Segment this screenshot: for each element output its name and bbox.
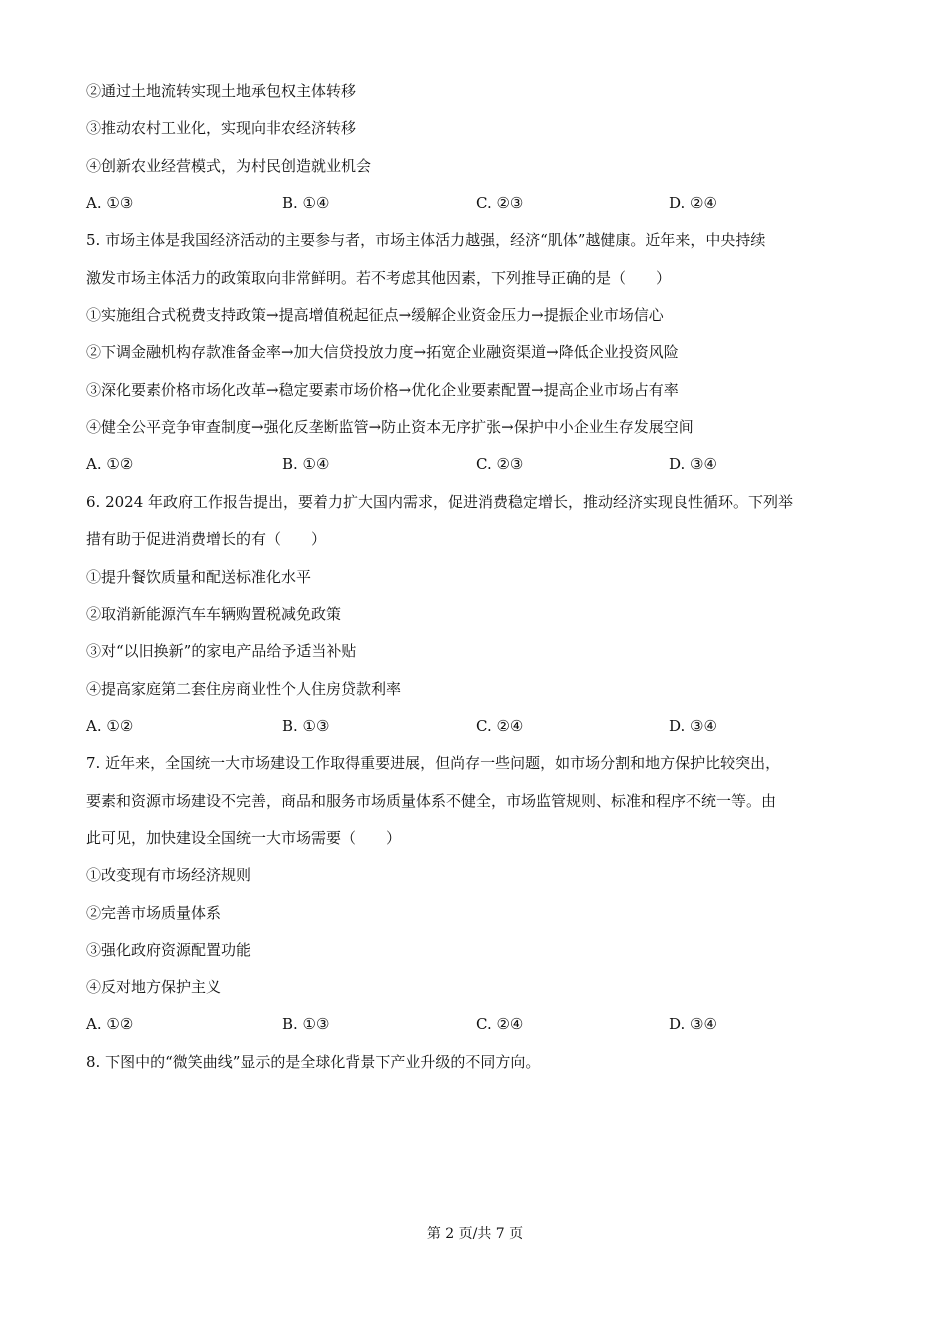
q6-options: [86, 716, 886, 736]
q7-stem-line-1: 7. 近年来，全国统一大市场建设工作取得重要进展，但尚存一些问题，如市场分割和地方保护比较突出，: [86, 754, 781, 772]
q6-option-a[interactable]: A. ①②: [86, 717, 134, 735]
q7-stem-line-3: 此可见，加快建设全国统一大市场需要（ ）: [86, 829, 402, 847]
q4-item-2: ②通过土地流转实现土地承包权主体转移: [86, 82, 357, 100]
q5-option-c[interactable]: C. ②③: [476, 455, 524, 473]
q6-option-c[interactable]: C. ②④: [476, 717, 524, 735]
q4-option-b[interactable]: B. ①④: [282, 194, 330, 212]
q7-option-b[interactable]: B. ①③: [282, 1015, 330, 1033]
q6-item-1: ①提升餐饮质量和配送标准化水平: [86, 568, 312, 586]
q7-item-2: ②完善市场质量体系: [86, 904, 222, 922]
page-number-footer: 第 2 页/共 7 页: [426, 1226, 524, 1242]
q6-stem-line-1: 6. 2024 年政府工作报告提出，要着力扩大国内需求，促进消费稳定增长，推动经济实现良性循环。下列举: [86, 493, 794, 511]
q5-item-4: ④健全公平竞争审查制度→强化反垄断监管→防止资本无序扩张→保护中小企业生存发展空间: [86, 418, 694, 436]
q7-option-c[interactable]: C. ②④: [476, 1015, 524, 1033]
q5-option-b[interactable]: B. ①④: [282, 455, 330, 473]
q4-options: [86, 193, 886, 213]
q6-stem-line-2: 措有助于促进消费增长的有（ ）: [86, 530, 327, 548]
q6-option-d[interactable]: D. ③④: [669, 717, 717, 735]
q4-option-c[interactable]: C. ②③: [476, 194, 524, 212]
q6-option-b[interactable]: B. ①③: [282, 717, 330, 735]
q4-option-d[interactable]: D. ②④: [669, 194, 717, 212]
q7-item-1: ①改变现有市场经济规则: [86, 866, 252, 884]
q5-stem-line-2: 激发市场主体活力的政策取向非常鲜明。若不考虑其他因素，下列推导正确的是（ ）: [86, 269, 672, 287]
q4-item-4: ④创新农业经营模式，为村民创造就业机会: [86, 157, 372, 175]
q7-option-a[interactable]: A. ①②: [86, 1015, 134, 1033]
q8-stem-line-1: 8. 下图中的“微笑曲线”显示的是全球化背景下产业升级的不同方向。: [86, 1053, 541, 1071]
q7-item-4: ④反对地方保护主义: [86, 978, 222, 996]
q6-item-4: ④提高家庭第二套住房商业性个人住房贷款利率: [86, 680, 402, 698]
q5-options: [86, 454, 886, 474]
q6-item-3: ③对“以旧换新”的家电产品给予适当补贴: [86, 642, 357, 660]
q5-option-d[interactable]: D. ③④: [669, 455, 717, 473]
q7-option-d[interactable]: D. ③④: [669, 1015, 717, 1033]
q7-options: [86, 1014, 886, 1034]
q7-stem-line-2: 要素和资源市场建设不完善，商品和服务市场质量体系不健全，市场监管规则、标准和程序不统一等。由: [86, 792, 777, 810]
q4-item-3: ③推动农村工业化，实现向非农经济转移: [86, 119, 357, 137]
q7-item-3: ③强化政府资源配置功能: [86, 941, 252, 959]
q5-item-2: ②下调金融机构存款准备金率→加大信贷投放力度→拓宽企业融资渠道→降低企业投资风险: [86, 343, 679, 361]
q5-item-1: ①实施组合式税费支持政策→提高增值税起征点→缓解企业资金压力→提振企业市场信心: [86, 306, 664, 324]
q4-option-a[interactable]: A. ①③: [86, 194, 134, 212]
q6-item-2: ②取消新能源汽车车辆购置税减免政策: [86, 605, 342, 623]
q5-stem-line-1: 5. 市场主体是我国经济活动的主要参与者，市场主体活力越强，经济“肌体”越健康。近年来，中央持续: [86, 231, 766, 249]
q5-option-a[interactable]: A. ①②: [86, 455, 134, 473]
q5-item-3: ③深化要素价格市场化改革→稳定要素市场价格→优化企业要素配置→提高企业市场占有率: [86, 381, 679, 399]
